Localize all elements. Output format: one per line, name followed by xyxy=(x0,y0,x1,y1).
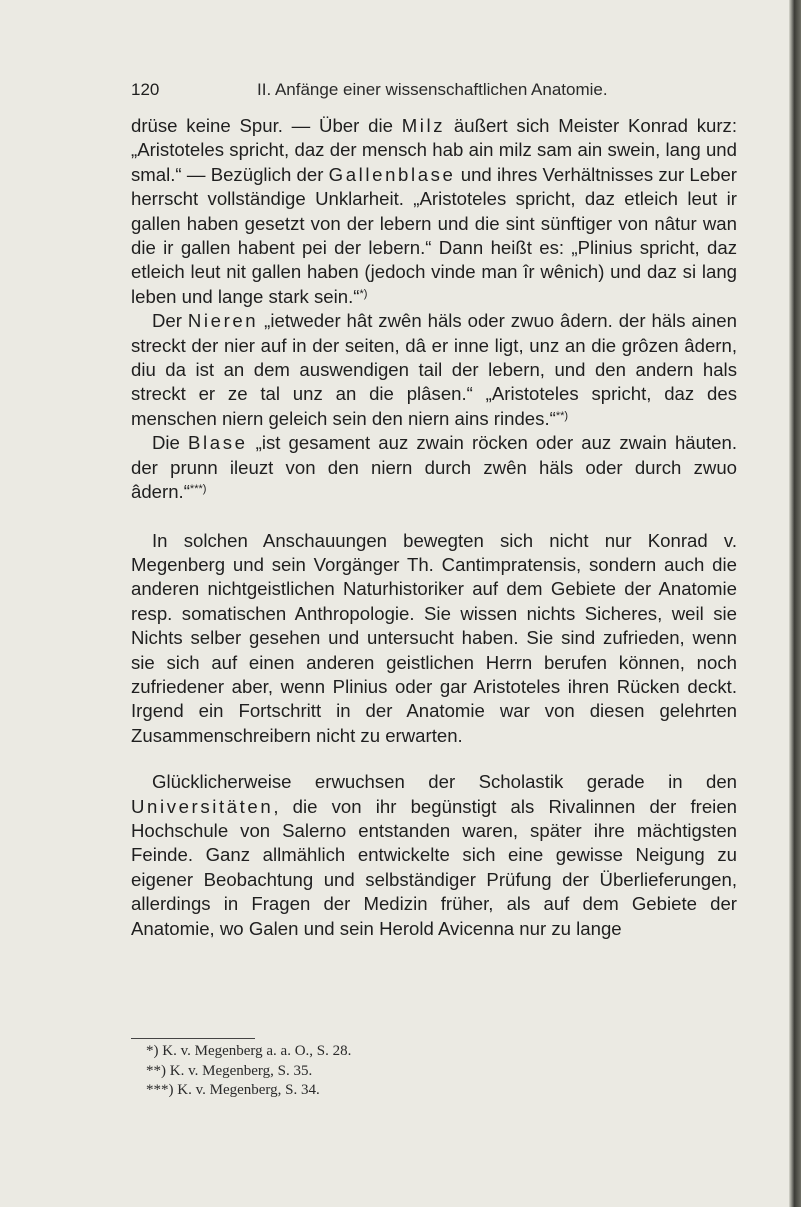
paragraph-anschauungen: In solchen Anschauungen bewegten sich nicht nur Konrad v. Megenberg und sein Vorgänger Th. Cantimpratensis, sondern auch die anderen nichtgeistlichen Naturhistoriker auf dem Gebiete der Anatomie resp. somatischen Anthropologie. Sie wissen nichts Sicheres, weil sie Nichts selber gesehen und untersucht haben. Sie sind zufrieden, wenn sie sich auf einen anderen geistlichen Herrn berufen können, noch zufriedener aber, wenn Plinius oder gar Aristoteles ihren Rücken deckt. Irgend ein Fortschritt in der Anatomie war von diesen gelehrten Zusammenschreibern nicht zu erwarten. xyxy=(131,529,737,746)
footnote: ***) K. v. Megenberg, S. 34. xyxy=(146,1082,320,1098)
paragraph-universitaeten: Glücklicherweise erwuchsen der Scholastik gerade in den Universitäten, die von ihr begünstigt als Rivalinnen der freien Hochschule von Salerno entstanden waren, später ihre mächtigsten Feinde. Ganz allmählich entwickelte sich eine gewisse Neigung zu eigener Beobachtung und selbständiger Prüfung der Überlieferungen, allerdings in Fragen der Medizin früher, als auf dem Gebiete der Anatomie, wo Galen und sein Herold Avicenna nur zu lange xyxy=(131,771,737,939)
page-number: 120 xyxy=(131,80,160,99)
spaced-term: Gallenblase xyxy=(328,163,456,185)
spaced-term: Universitäten xyxy=(131,795,274,817)
body-text xyxy=(131,114,737,941)
footnote-rule xyxy=(131,1038,255,1039)
footnote-ref: *) xyxy=(359,287,368,300)
spaced-term: Milz xyxy=(401,115,446,136)
footnote-ref: ***) xyxy=(189,483,207,496)
footnotes xyxy=(146,1042,546,1101)
paragraph-milz-galle: drüse keine Spur. — Über die Milz äußert sich Meister Konrad kurz: „Aristoteles spricht, daz der mensch hab ain milz sam ain swein, lang und smal.“ — Bezüglich der Gallenblase und ihres Verhältnisses zur Leber herrscht vollständige Unklarheit. „Aristoteles spricht, daz etleich leut ir gallen haben gesetzt von der lebern und die sint sünftiger von nâtur wan die ir gallen habent pei der lebern.“ Dann heißt es: „Plinius spricht, daz etleich leut nit gallen haben (jedoch vinde man îr wênich) und daz si lang leben und lange stark sein.“*) xyxy=(131,115,737,307)
paragraph-blase: Die Blase „ist gesament auz zwain röcken oder auz zwain häuten. der prunn ileuzt von den niern durch zwên häls oder durch zwuo âdern.“***) xyxy=(131,432,737,503)
spaced-term: Blase xyxy=(188,432,248,454)
footnote: *) K. v. Megenberg a. a. O., S. 28. xyxy=(146,1043,352,1059)
running-title: II. Anfänge einer wissenschaftlichen Anatomie. xyxy=(257,80,608,99)
paragraph-nieren: Der Nieren „ietweder hât zwên häls oder zwuo âdern. der häls ainen streckt der nier auf in der seiten, dâ er inne ligt, unz an die grôzen âdern, diu da ist an dem auswendigen tail der lebern, und den andern hals streckt er ze tal unz an die plâsen.“ „Aristoteles spricht, daz des menschen niern geleich sein den niern ains rindes.“**) xyxy=(131,310,737,429)
page-edge-shadow xyxy=(789,0,801,1207)
footnote: **) K. v. Megenberg, S. 35. xyxy=(146,1062,313,1079)
page-header xyxy=(131,80,737,110)
footnote-ref: **) xyxy=(555,409,569,422)
spaced-term: Nieren xyxy=(187,310,259,332)
